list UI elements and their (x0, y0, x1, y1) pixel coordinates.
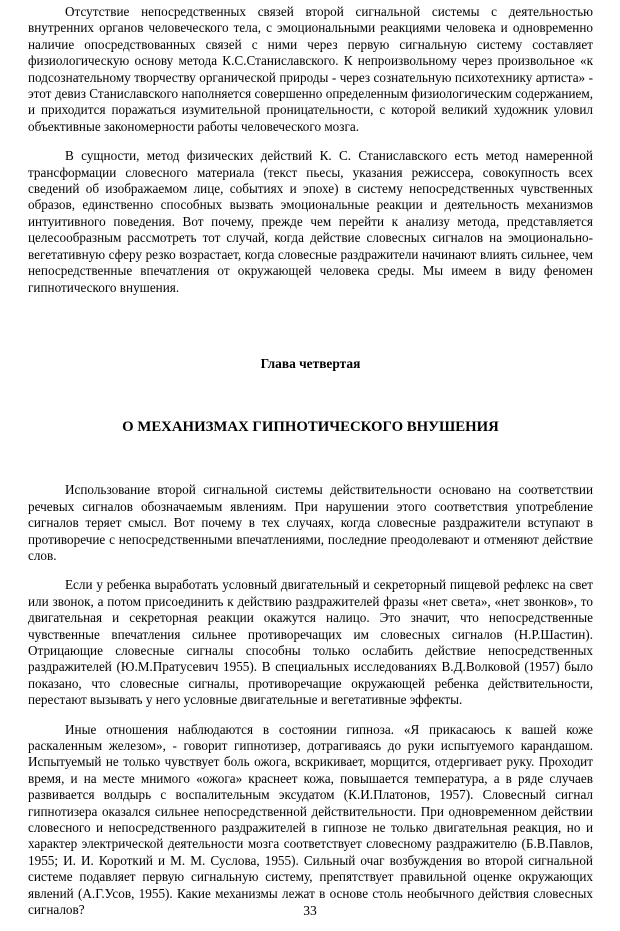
page-number: 33 (303, 902, 317, 918)
intro-paragraph-2: В сущности, метод физических действий К. С. Станиславского есть метод намеренной трансформации словесного материала (текст пьесы, указания режиссера, совокупность всех сведений об изображаемом лице, событиях и эпохе) в систему непосредственных чувственных образов, единственно способных вызвать эмоциональные реакции и деятельность механизмов интуитивного поведения. Вот почему, прежде чем перейти к анализу метода, представляется целесообразным рассмотреть тот случай, когда действие словесных сигналов на эмоционально-вегетативную сферу резко возрастает, когда словесные раздражители начинают влиять сильнее, чем непосредственные впечатления от окружающей человека среды. Мы имеем в виду феномен гипнотического внушения. (28, 148, 593, 295)
body-paragraph-2: Если у ребенка выработать условный двигательный и секреторный пищевой рефлекс на свет или звонок, а потом присоединить к действию раздражителей фразы «нет света», «нет звонков», то двигательная и секреторная реакции окажутся налицо. Это значит, что непосредственные чувственные впечатления сильнее противоречащих им словесных сигналов (Н.Р.Шастин). Отрицающие словесные сигналы способны только ослабить действие непосредственных раздражителей (Ю.М.Пратусевич 1955). В специальных исследованиях В.Д.Волковой (1957) было показано, что словесные сигналы, противоречащие окружающей ребенка действительности, перестают вызывать у него условные двигательные и вегетативные эффекты. (28, 577, 593, 708)
body-paragraph-3: Иные отношения наблюдаются в состоянии гипноза. «Я прикасаюсь к вашей коже раскаленным железом», - говорит гипнотизер, дотрагиваясь до руки испытуемого карандашом. Испытуемый не только чувствует боль ожога, вскрикивает, морщится, отдергивает руку. Проходит время, и на месте мнимого «ожога» краснеет кожа, повышается температура, а в ряде случаев развивается волдырь с воспалительным эксудатом (К.И.Платонов, 1957). Словесный сигнал гипнотизера оказался сильнее непосредственной действительности. При одновременном действии словесного и непосредственного раздражителей в гипнозе не только двигательная реакция, но и характер электрической деятельности мозга соответствует словесному раздражителю (Б.В.Павлов, 1955; И. И. Короткий и М. М. Суслова, 1955). Сильный очаг возбуждения во второй сигнальной системе подавляет первую сигнальную систему, препятствует правильной оценке окружающих явлений (А.Г.Усов, 1955). Какие механизмы лежат в основе столь необычного действия словесных сигналов? (28, 721, 593, 918)
body-paragraph-1: Использование второй сигнальной системы действительности основано на соответствии речевых сигналов обозначаемым явлениям. При нарушении этого соответствия употребление сигналов теряет смысл. Вот почему в тех случаях, когда словесные раздражители вступают в противоречие с непосредственными впечатлениями, последние преодолевают и отменяют действие слов. (28, 482, 593, 563)
intro-paragraph-1: Отсутствие непосредственных связей второй сигнальной системы с деятельностью внутренних органов человеческого тела, с эмоциональными реакциями человека и одновременно наличие опосредствованных связей с ними через первую сигнальную систему составляет физиологическую основу метода К.С.Станиславского. К непроизвольному через произвольное «к подсознательному творчеству органической природы - через сознательную психотехнику артиста» - этот девиз Станиславского наполняется совершенно определенным физиологическим содержанием, и приходится поражаться изумительной проницательности, с которой великий художник уловил объективные закономерности работы человеческого мозга. (28, 4, 593, 134)
chapter-title: О МЕХАНИЗМАХ ГИПНОТИЧЕСКОГО ВНУШЕНИЯ (122, 419, 499, 436)
chapter-heading: Глава четвертая (260, 355, 361, 371)
